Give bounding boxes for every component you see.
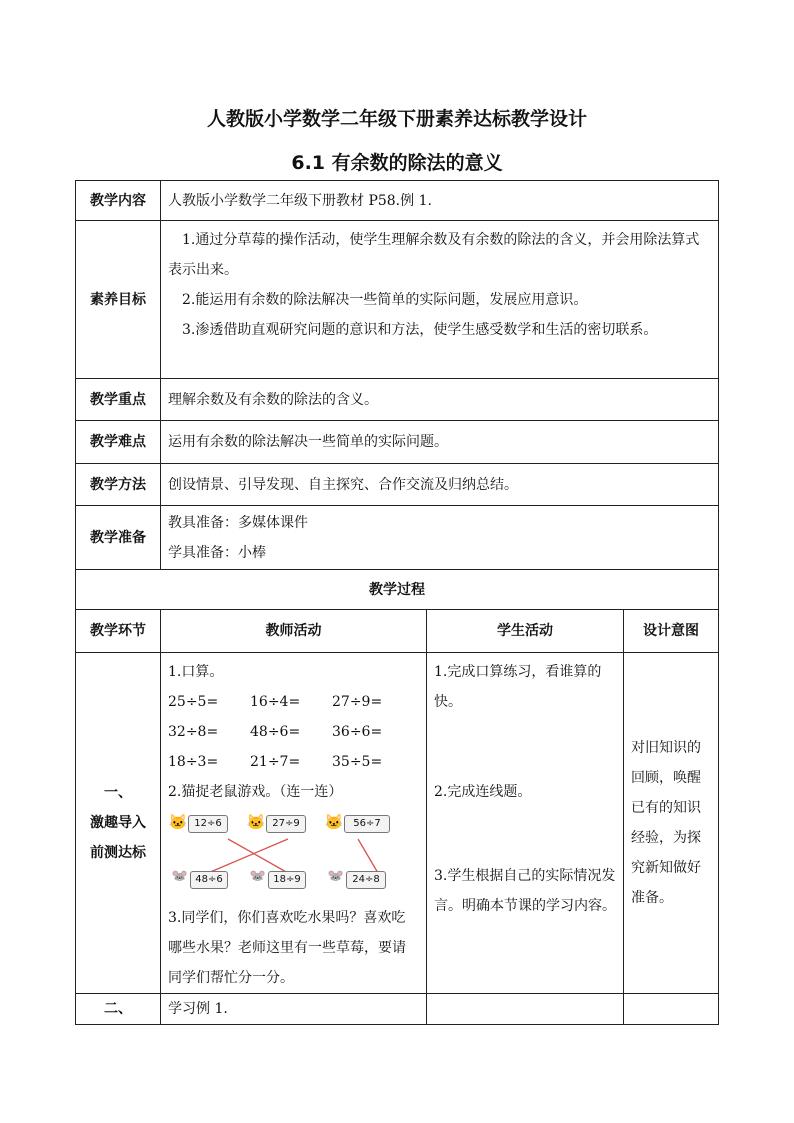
mouse-card: 24÷8 [346,871,386,889]
row-stage2 [76,994,719,1025]
method-text: 创设情景、引导发现、自主探究、合作交流及归纳总结。 [161,464,719,506]
stage2-teacher: 学习例 1. [161,994,427,1025]
mouse-icon: 🐭 [327,869,345,884]
goals-label: 素养目标 [76,221,161,379]
cat-icon: 🐱 [168,813,188,831]
page-title: 人教版小学数学二年级下册素养达标教学设计 [206,108,587,130]
row-prep [76,506,719,570]
col-stage: 教学环节 [76,610,161,653]
difficulty-label: 教学难点 [76,421,161,464]
lesson-plan-table [75,180,719,1025]
key-label: 教学重点 [76,379,161,421]
prep-teacher: 教具准备：多媒体课件 [168,514,308,531]
stage1-name-line: 前测达标 [90,845,146,861]
cat-icon: 🐱 [246,813,266,831]
calc-row [168,747,419,777]
student-item: 3.学生根据自己的实际情况发言。明确本节课的学习内容。 [434,868,616,914]
difficulty-text: 运用有余数的除法解决一些简单的实际问题。 [161,421,719,464]
col-intent: 设计意图 [624,610,719,653]
cat-card: 27÷9 [266,815,306,833]
process-heading: 教学过程 [76,570,719,610]
prep-student: 学具准备：小棒 [168,544,266,561]
calc-expr: 18÷3= [168,754,219,770]
stage1-student [427,653,624,994]
mouse-card: 48÷6 [190,871,228,889]
stage2-name: 二、 [76,994,161,1025]
cat-card: 56÷7 [344,815,390,833]
stage1-intent: 对旧知识的回顾，唤醒已有的知识经验，为探究新知做好准备。 [624,653,719,994]
calc-expr: 27÷9= [332,694,383,710]
method-label: 教学方法 [76,464,161,506]
row-difficulty [76,421,719,464]
goal-item: 1.通过分草莓的操作活动，使学生理解余数及有余数的除法的含义，并会用除法算式表示出来。 [168,232,700,278]
calc-expr: 48÷6= [250,724,301,740]
cat-mouse-game [168,811,408,901]
key-text: 理解余数及有余数的除法的含义。 [161,379,719,421]
teacher-item: 3.同学们，你们喜欢吃水果吗？喜欢吃哪些水果？老师这里有一些草莓，要请同学们帮忙分一分。 [168,910,406,986]
stage1-teacher [161,653,427,994]
cat-icon: 🐱 [324,813,344,831]
calc-row [168,717,419,747]
goals-cell [161,221,719,379]
row-goals [76,221,719,379]
mouse-card: 18÷9 [268,871,306,889]
mouse-icon: 🐭 [171,869,189,884]
content-text: 人教版小学数学二年级下册教材 P58.例 1. [161,181,719,221]
connect-line [358,839,378,873]
stage1-name [76,653,161,994]
teacher-item: 2.猫捉老鼠游戏。（连一连） [168,784,343,800]
connect-line [208,839,288,873]
col-student: 学生活动 [427,610,624,653]
goal-item: 3.渗透借助直观研究问题的意识和方法，使学生感受数学和生活的密切联系。 [182,322,658,338]
calc-expr: 32÷8= [168,724,219,740]
stage2-student [427,994,624,1025]
row-column-headers [76,610,719,653]
student-item: 1.完成口算练习，看谁算的快。 [434,664,602,710]
calc-expr: 25÷5= [168,694,219,710]
calc-expr: 36÷6= [332,724,383,740]
row-stage1 [76,653,719,994]
calc-expr: 21÷7= [250,754,301,770]
col-teacher: 教师活动 [161,610,427,653]
goal-item: 2.能运用有余数的除法解决一些简单的实际问题，发展应用意识。 [182,292,588,308]
student-item: 2.完成连线题。 [434,784,532,800]
stage1-name-line: 激趣导入 [90,815,146,831]
teacher-item: 1.口算。 [168,664,224,680]
cat-card: 12÷6 [188,815,228,833]
mouse-icon: 🐭 [249,869,267,884]
calc-row [168,687,419,717]
calc-expr: 16÷4= [250,694,301,710]
prep-label: 教学准备 [76,506,161,570]
row-content [76,181,719,221]
connect-line [228,839,288,873]
stage1-name-line: 一、 [104,785,132,801]
row-method [76,464,719,506]
prep-cell [161,506,719,570]
row-key [76,379,719,421]
row-process-heading [76,570,719,610]
page-subtitle: 6.1 有余数的除法的意义 [291,152,503,174]
calc-expr: 35÷5= [332,754,383,770]
stage2-intent [624,994,719,1025]
content-label: 教学内容 [76,181,161,221]
